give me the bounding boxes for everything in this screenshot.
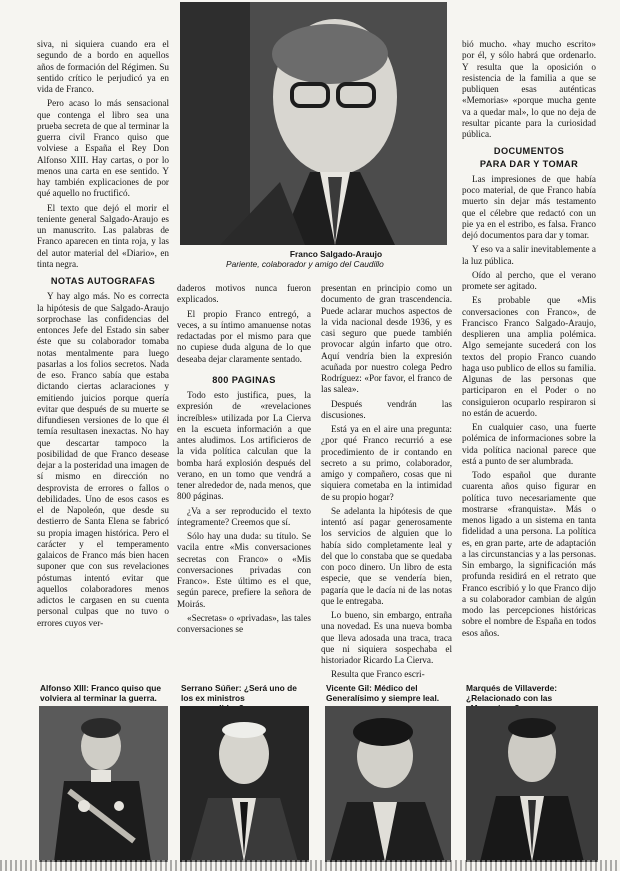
paragraph: ¿Va a ser reproducido el texto íntegramente? Creemos que sí.	[177, 505, 311, 527]
section-heading: 800 PAGINAS	[212, 374, 276, 385]
paragraph: Pero acaso lo más sensacional que contenga el libro sea una prueba secreta de que al terminar la guerra civil Franco quiso que volviese a España el Rey Don Alfonso XIII. Hay cartas, o por lo menos una carta en ese sentido. Y hay también explicaciones de por qué aquello no fructificó.	[37, 98, 169, 199]
paragraph: El propio Franco entregó, a veces, a su íntimo amanuense notas redactadas por el mismo para que no cupiese duda alguna de lo que deseaba dejar claramente sentado.	[177, 308, 311, 364]
paragraph: Se adelanta la hipótesis de que intentó así pagar generosamente los servicios de alguien que lo había sido completamente leal y del que lo constaba que se quedaba con poco dinero. Un libro de esta especie, que se vendería bien, pagaría que le dacía ni de las notas que le entregaba.	[321, 505, 452, 606]
paragraph: En cualquier caso, una fuerte polémica de informaciones sobre la vida política nacional parece que está a punto de ser alumbrada.	[462, 422, 596, 466]
marques-villaverde-photo	[466, 706, 598, 862]
paragraph: Es probable que «Mis conversaciones con Franco», de Francisco Franco Salgado-Araujo, desplieren una amplia polémica. Algo semejante sucederá con los textos del propio Franco cuando haga uso publico de ellos su familia. Algunas de las personas que participaron en el Poder o no consiguieron ocuparlo respiraron si no están de acuerdo.	[462, 295, 596, 418]
section-heading: NOTAS AUTOGRAFAS	[50, 276, 156, 286]
column-2	[177, 283, 311, 638]
paragraph: El texto que dejó el morir el teniente general Salgado-Araujo es un manuscrito. Las palabras de Franco aparecen en tinta roja, y las del autor material del «Diario», en tinta negra.	[37, 202, 169, 269]
column-3	[321, 283, 452, 684]
paragraph: Todo esto justifica, pues, la expresión de «revelaciones increíbles» utilizada por La Cierva en la escueta información a que antes aludimos. Los artificieros de la vida política calculan que la bomba hará explosión después del verano, en un tomo que vendrá a tener alrededor de, nada menos, que 800 páginas.	[177, 390, 311, 502]
paragraph: siva, ni siquiera cuando era el segundo de a bordo en aquellos años de formación del Régimen. Su sentido crítico le perjudicó ya en vida de Franco.	[37, 39, 169, 94]
column-1	[37, 39, 169, 632]
paragraph: Oído al percho, que el verano promete ser agitado.	[462, 269, 596, 291]
caption-alfonso: Alfonso XIII: Franco quiso que volviera al terminar la guerra.	[40, 683, 161, 703]
paragraph: bió mucho. «hay mucho escrito» por él, y sólo habrá que ordenarlo. Y resulta que la oposición o resistencia de la familia a que se publiquen esas auténticas «Memorias» «porque mucha gente va a quedar mal», lo que no deja de resultar picante para la curiosidad pública.	[462, 39, 596, 139]
caption-vicente-gil: Vicente Gil: Médico del Generalísimo y siempre leal.	[326, 683, 440, 703]
paragraph: Después vendrán las discusiones.	[321, 398, 452, 420]
column-4	[462, 39, 596, 642]
section-heading: DOCUMENTOS	[493, 146, 565, 157]
franco-photo-caption	[226, 249, 446, 269]
paragraph: Todo español que durante cuarenta años quiso figurar en política tuvo necesariamente que mostrarse «franquista». Más o menos ligado a un sistema en tanta fidelidad a una persona. La política es, en gran parte, arte de adaptación a las circunstancias y a las personas. Sin embargo, la significación más profunda residirá en el retrato que Franco escribió y lo que Franco dijo a su colaborador cambian de algún modo las percepciones históricas sobre el nombre de España en todos esos años.	[462, 470, 596, 638]
paragraph: Las impresiones de que había poco material, de que Franco había muerto sin dejar más testamento que el célebre que redactó con un pie ya en el estribo, es falsa. Franco dejó documentos para dar y tomar.	[462, 173, 596, 240]
vicente-gil-photo	[325, 706, 451, 862]
paragraph: Y eso va a salir inevitablemente a la luz pública.	[462, 244, 596, 266]
paragraph: Y hay algo más. No es correcta la hipótesis de que Salgado-Araujo sorprochase las confidencias del entonces Jefe del Estado sin saber éste que su colaborador tomaba notas mentalmente para luego pasarlas a los folios secretos. Nada de eso. Franco sabía que estaba dictando ciertas aclaraciones y emitiendo juicios porque quería evitar que después de su muerte se difundiesen versiones de lo que él temía resultasen inexactas. No hay que descartar tampoco la posibilidad de que Franco desease dejar a la posteridad una imagen de sí mismo en dirección no desprovista de errores o fallos o debilidades. Uno de esos casos es el de Napoleón, que desde su destierro de Santa Elena se fabricó su propia imagen histórica. Pero el carácter y el temperamento galaicos de Franco más bien hacen suponer que con sus revelaciones póstumas intentó evitar que aquellos colaboradores menos adictos le cargasen en su cuenta personal culpas que no tuvo o errores cuyos ver-	[37, 291, 169, 628]
paragraph: Resulta que Franco escri-	[331, 669, 425, 680]
alfonso-xiii-photo	[39, 706, 168, 862]
serrano-suner-photo	[180, 706, 309, 862]
paragraph: Está ya en el aire una pregunta: ¿por qué Franco recurrió a ese procedimiento de ir contando en secreto a su primo, colaborador, amigo y compañero, cosas que ni siquiera cometaba en la intimidad de su propio hogar?	[321, 424, 452, 502]
caption-serrano: Serrano Súñer: ¿Será uno de los ex ministros	[181, 683, 297, 703]
section-heading: PARA DAR Y TOMAR	[479, 158, 579, 169]
paragraph: Sólo hay una duda: su título. Se vacila entre «Mis conversaciones secretas con Franco» o «Mis conversaciones privadas con Franco». Este último es el que, según parece, prefiere la señora de Moirás.	[177, 531, 311, 609]
caption-name: Franco Salgado-Araujo	[289, 249, 383, 259]
page-edge-noise	[0, 860, 620, 871]
caption-role: Pariente, colaborador y amigo del Caudillo	[226, 259, 384, 269]
paragraph: presentan en principio como un documento de gran trascendencia. Puede aclarar muchos aspectos de la vida nacional desde 1936, y es casi seguro que puede también provocar algún infarto que otro. Aquí vendría bien la expresión acuñada por nuestro colega Pedro Rodríguez: «Por favor, el franco de las salea».	[321, 283, 452, 395]
paragraph: Lo bueno, sin embargo, entraña una novedad. Es una nueva bomba que lleva adosada una traca, traca que ni siquiera sospechaba el historiador Ricardo La Cierva.	[321, 610, 452, 665]
franco-salgado-photo	[180, 2, 447, 245]
paragraph: daderos motivos nunca fueron explicados.	[177, 283, 311, 305]
caption-villaverde: Marqués de Villaverde: ¿Relacionado con las	[466, 683, 558, 703]
paragraph: «Secretas» o «privadas», las tales conversaciones se	[177, 612, 311, 634]
